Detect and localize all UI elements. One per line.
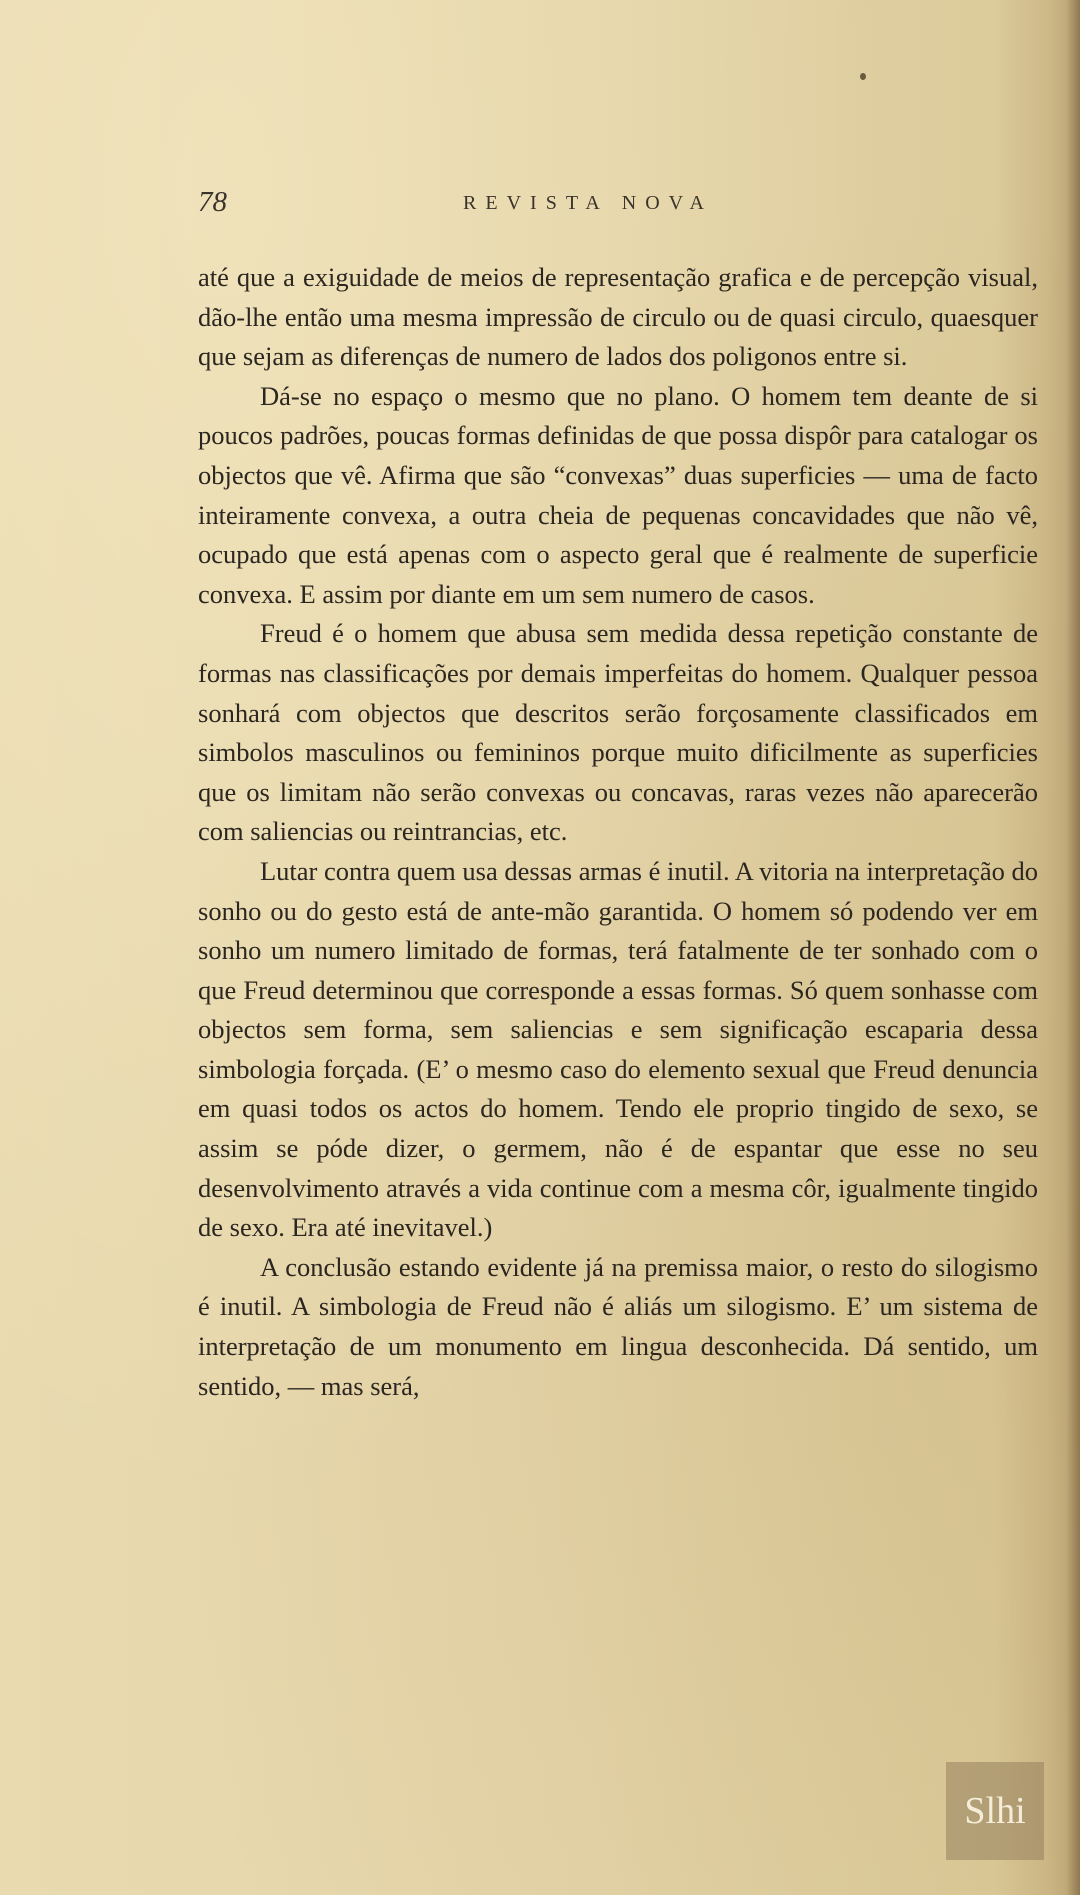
page-header	[198, 186, 1043, 226]
running-title: REVISTA NOVA	[463, 192, 713, 214]
paragraph-2: Dá-se no espaço o mesmo que no plano. O homem tem deante de si poucos padrões, poucas formas definidas de que possa dispôr para catalogar os objectos que vê. Afirma que são “convexas” duas superficies — uma de facto inteiramente convexa, a outra cheia de pequenas concavidades que não vê, ocupado que está apenas com o aspecto geral que é realmente de superficie convexa. E assim por diante em um sem numero de casos.	[198, 380, 1038, 609]
body-text	[198, 258, 1038, 1406]
paragraph-5: A conclusão estando evidente já na premissa maior, o resto do silogismo é inutil. A simbologia de Freud não é aliás um silogismo. E’ um sistema de interpretação de um monumento em lingua desconhecida. Dá sentido, um sentido, — mas será,	[198, 1251, 1038, 1401]
ink-speck	[860, 73, 866, 80]
page-number: 78	[198, 186, 227, 218]
paragraph-3: Freud é o homem que abusa sem medida dessa repetição constante de formas nas classificações por demais imperfeitas do homem. Qualquer pessoa sonhará com objectos que descritos serão forçosamente classificados em simbolos masculinos ou femininos porque muito dificilmente as superficies que os limitam não serão convexas ou concavas, raras vezes não aparecerão com saliencias ou reintrancias, etc.	[198, 618, 1038, 847]
paragraph-1: até que a exiguidade de meios de representação grafica e de percepção visual, dão-lhe então uma mesma impressão de circulo ou de quasi circulo, quaesquer que sejam as diferenças de numero de lados dos poligonos entre si.	[198, 262, 1038, 372]
paragraph-4: Lutar contra quem usa dessas armas é inutil. A vitoria na interpretação do sonho ou do gesto está de ante-mão garantida. O homem só podendo ver em sonho um numero limitado de formas, terá fatalmente de ter sonhado com o que Freud determinou que corresponde a essas formas. Só quem sonhasse com objectos sem forma, sem saliencias e sem significação escaparia dessa simbologia forçada. (E’ o mesmo caso do elemento sexual que Freud denuncia em quasi todos os actos do homem. Tendo ele proprio tingido de sexo, se assim se póde dizer, o germem, não é de espantar que esse no seu desenvolvimento através a vida continue com a mesma côr, igualmente tingido de sexo. Era até inevitavel.)	[198, 855, 1038, 1243]
library-watermark-logo: Slhi	[946, 1762, 1044, 1860]
page-edge-shadow	[1066, 0, 1080, 1895]
